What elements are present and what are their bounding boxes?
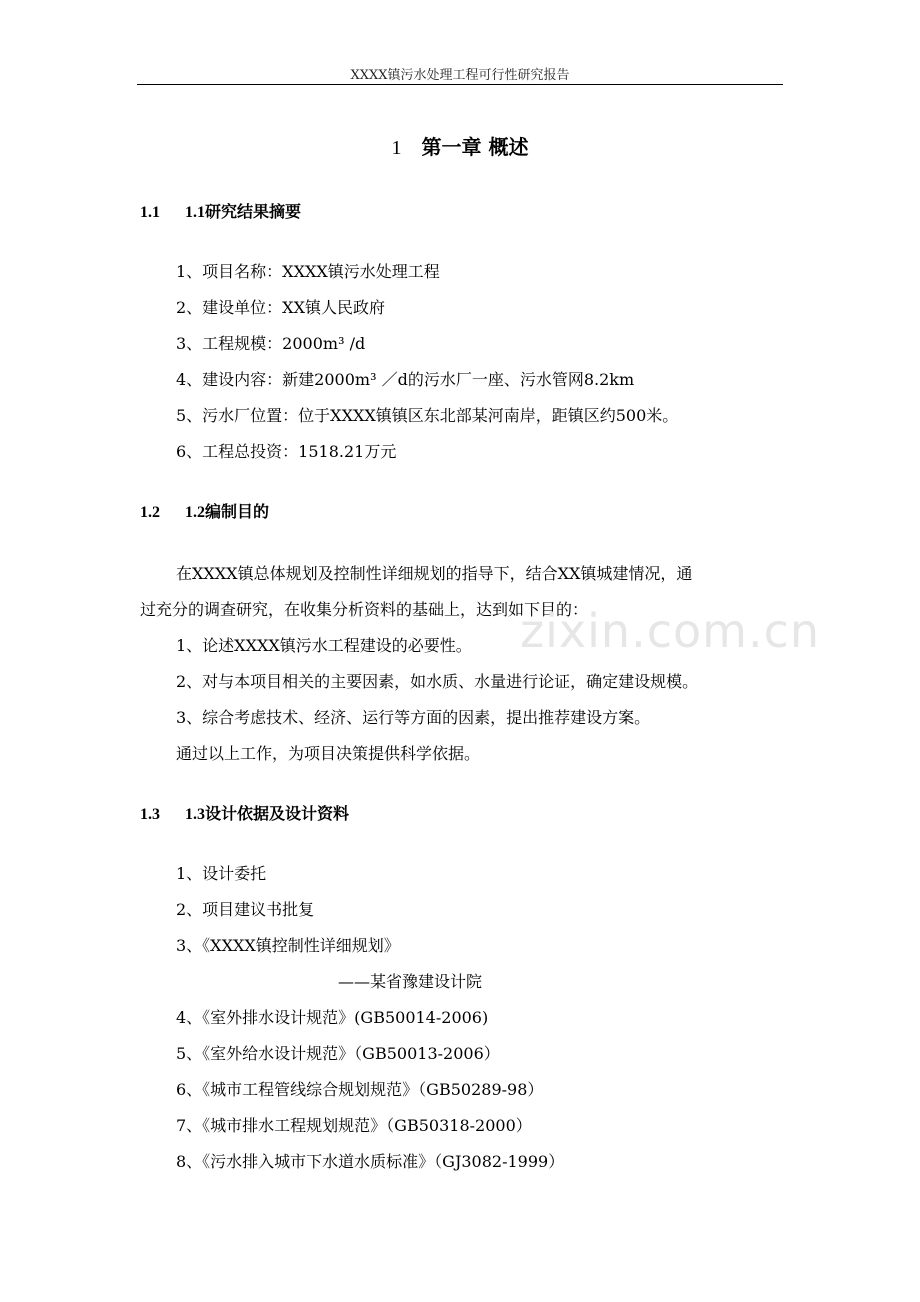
section-title: 研究结果摘要 — [205, 202, 302, 221]
section-outline-number: 1.1 — [140, 204, 160, 221]
paragraph-line: 在XXXX镇总体规划及控制性详细规划的指导下，结合XX镇城建情况，通 — [176, 564, 693, 583]
list-item: 4、《室外排水设计规范》(GB50014-2006) — [176, 1008, 489, 1027]
list-item: 1、项目名称：XXXX镇污水处理工程 — [176, 262, 440, 281]
section-title: 设计依据及设计资料 — [205, 804, 350, 823]
section-outline-number: 1.2 — [140, 504, 160, 521]
section-number: 1.1 — [185, 204, 205, 221]
list-item: 6、《城市工程管线综合规划规范》（GB50289-98） — [176, 1080, 544, 1099]
list-item: 1、设计委托 — [176, 864, 267, 883]
paragraph-line: 过充分的调查研究，在收集分析资料的基础上，达到如下目的： — [140, 600, 589, 619]
list-item: 6、工程总投资：1518.21万元 — [176, 442, 397, 461]
list-item-attribution: ——某省豫建设计院 — [338, 972, 483, 991]
list-item: 2、建设单位：XX镇人民政府 — [176, 298, 385, 317]
chapter-number: 1 — [391, 137, 402, 159]
section-number: 1.2 — [185, 504, 205, 521]
list-item: 7、《城市排水工程规划规范》（GB50318-2000） — [176, 1116, 532, 1135]
page-header: XXXX镇污水处理工程可行性研究报告 — [350, 68, 570, 83]
list-item: 8、《污水排入城市下水道水质标准》（GJ3082-1999） — [176, 1152, 565, 1171]
section-heading-1-1 — [140, 199, 301, 222]
section-title: 编制目的 — [205, 502, 270, 521]
list-item: 3、《XXXX镇控制性详细规划》 — [176, 936, 400, 955]
section-heading-1-3 — [140, 801, 349, 824]
list-item: 5、《室外给水设计规范》（GB50013-2006） — [176, 1044, 500, 1063]
list-item: 3、工程规模：2000m³ /d — [176, 334, 366, 353]
list-item: 1、论述XXXX镇污水工程建设的必要性。 — [176, 636, 472, 655]
list-item: 通过以上工作，为项目决策提供科学依据。 — [176, 744, 481, 763]
header-divider — [137, 84, 783, 85]
watermark: zixin.com.cn — [520, 604, 821, 658]
chapter-title-text: 第一章 概述 — [421, 135, 529, 159]
list-item: 2、项目建议书批复 — [176, 900, 315, 919]
list-item: 5、污水厂位置：位于XXXX镇镇区东北部某河南岸，距镇区约500米。 — [176, 406, 679, 425]
list-item: 2、对与本项目相关的主要因素，如水质、水量进行论证，确定建设规模。 — [176, 672, 699, 691]
chapter-title — [0, 131, 920, 160]
section-outline-number: 1.3 — [140, 806, 160, 823]
list-item: 3、综合考虑技术、经济、运行等方面的因素，提出推荐建设方案。 — [176, 708, 651, 727]
section-heading-1-2 — [140, 499, 269, 522]
section-number: 1.3 — [185, 806, 205, 823]
list-item: 4、建设内容：新建2000m³ ／d的污水厂一座、污水管网8.2km — [176, 370, 635, 389]
